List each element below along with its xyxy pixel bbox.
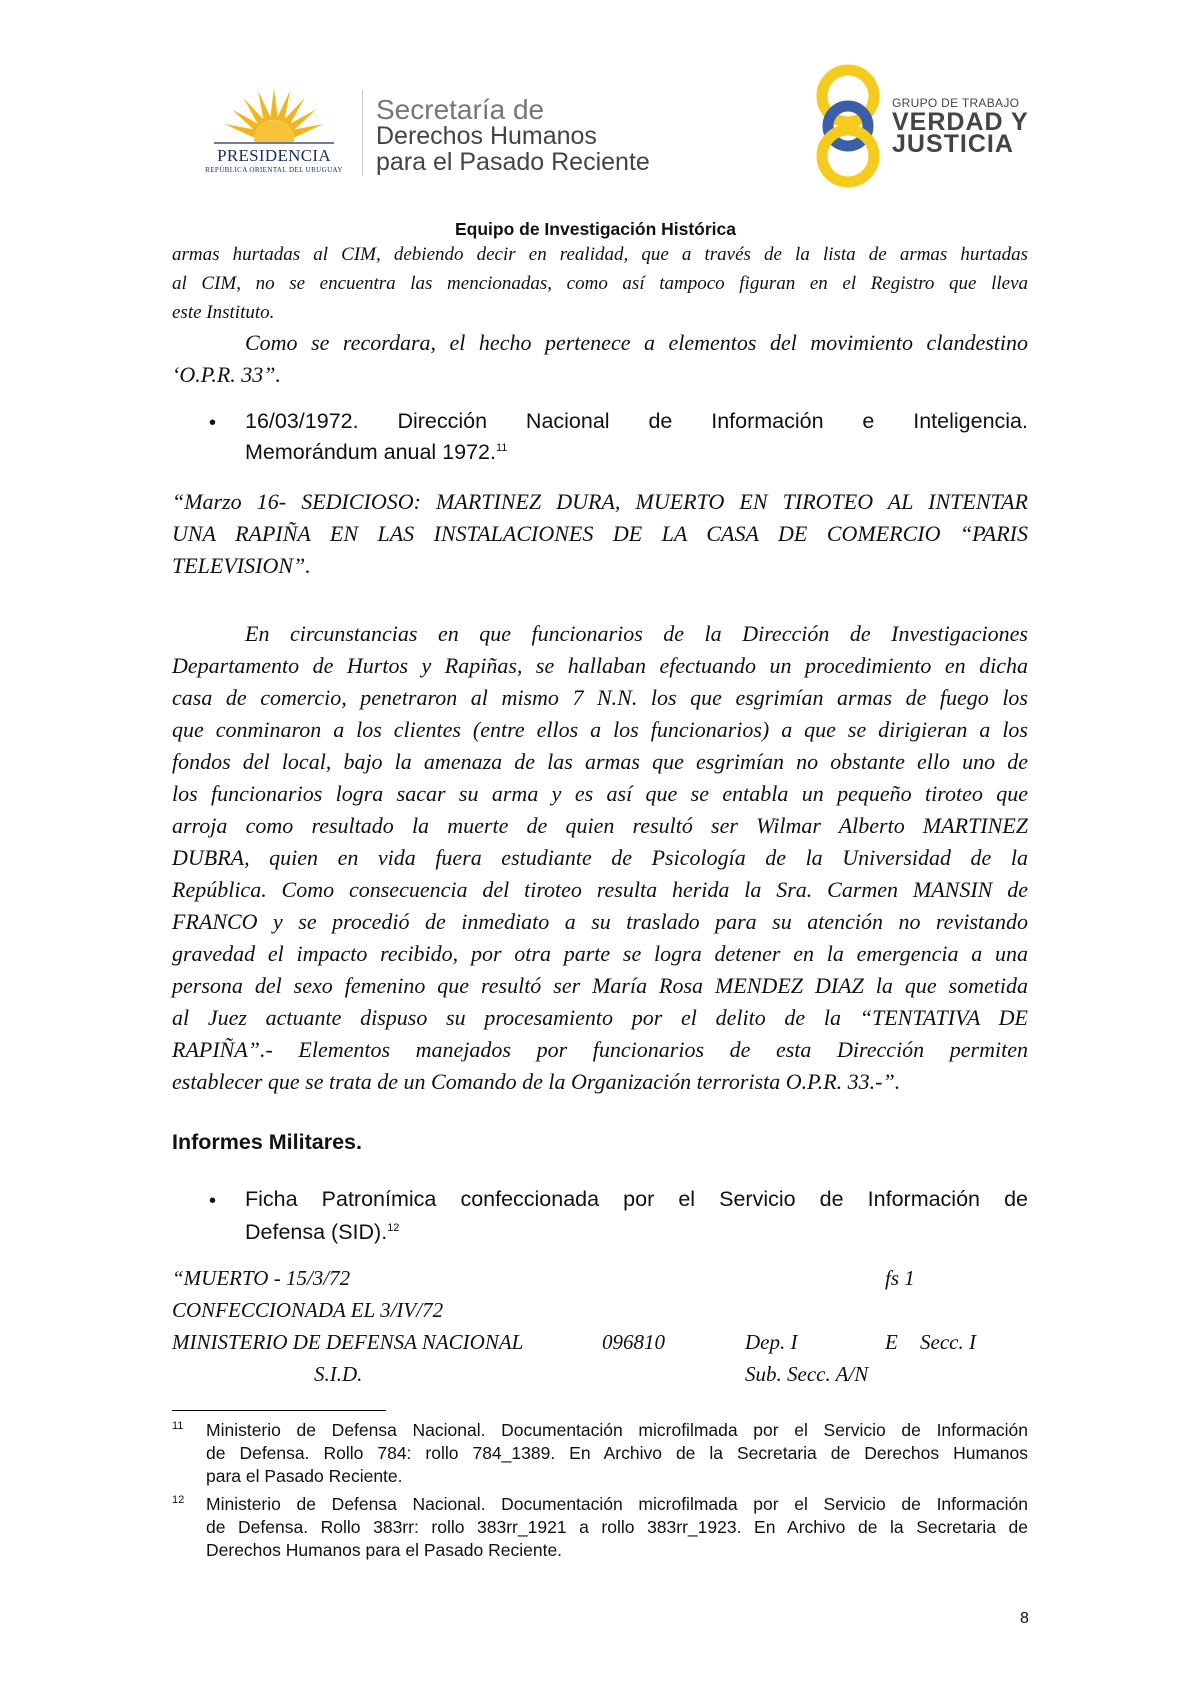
record-fs: fs 1 xyxy=(885,1266,915,1290)
bullet1-line1: 16/03/1972. Dirección Nacional de Información e Inteligencia. xyxy=(245,409,1028,433)
bullet1-line2 xyxy=(245,440,1028,465)
footnote-line: de Defensa. Rollo 784: rollo 784_1389. En Archivo de la Secretaria de Derechos Humanos xyxy=(206,1443,1028,1463)
record-confeccionada: CONFECCIONADA EL 3/IV/72 xyxy=(172,1298,444,1322)
footnote-line: Ministerio de Defensa Nacional. Documentación microfilmada por el Servicio de Información xyxy=(206,1494,1028,1514)
team-title: Equipo de Investigación Histórica xyxy=(454,219,737,239)
quote-line: casa de comercio, penetraron al mismo 7 N.N. los que esgrimían armas de fuego los xyxy=(172,685,1028,710)
gt-label-line2: VERDAD Y xyxy=(892,108,1029,136)
quote-line: Departamento de Hurtos y Rapiñas, se hallaban efectuando un procedimiento en dicha xyxy=(172,653,1028,678)
quote-line: RAPIÑA”.- Elementos manejados por funcionarios de esta Dirección permiten xyxy=(172,1037,1028,1062)
record-ministerio: MINISTERIO DE DEFENSA NACIONAL xyxy=(172,1330,524,1354)
quote-line: DUBRA, quien en vida fuera estudiante de Psicología de la Universidad de la xyxy=(172,845,1028,870)
record-e: E xyxy=(885,1330,898,1354)
page-header xyxy=(0,0,1191,210)
footnote-number: 12 xyxy=(172,1494,185,1506)
para1-line: armas hurtadas al CIM, debiendo decir en realidad, que a través de la lista de armas hurtadas xyxy=(172,244,1028,265)
bullet-marker: • xyxy=(209,412,217,434)
record-numero: 096810 xyxy=(602,1330,665,1354)
record-sid: S.I.D. xyxy=(314,1362,363,1386)
secretaria-title-line3: para el Pasado Reciente xyxy=(376,148,650,176)
bullet2-text: Defensa (SID). xyxy=(245,1220,388,1244)
quote-line: que conminaron a los clientes (entre ellos a los funcionarios) a que se dirigieran a los xyxy=(172,717,1028,742)
quote-line: establecer que se trata de un Comando de la Organización terrorista O.P.R. 33.-”. xyxy=(172,1069,901,1094)
record-muerto: “MUERTO - 15/3/72 xyxy=(172,1266,351,1290)
secretaria-title-line1: Secretaría de xyxy=(376,94,545,125)
bullet-marker: • xyxy=(209,1190,217,1212)
quote-line: En circunstancias en que funcionarios de la Dirección de Investigaciones xyxy=(245,621,1028,646)
quote-line: fondos del local, bajo la amenaza de las armas que esgrimían no obstante ello uno de xyxy=(172,749,1028,774)
record-subsecc: Sub. Secc. A/N xyxy=(745,1362,869,1386)
quote-line: los funcionarios logra sacar su arma y es así que se entabla un pequeño tiroteo que xyxy=(172,781,1028,806)
bullet2-line2 xyxy=(245,1220,1028,1245)
para2-line: ‘O.P.R. 33”. xyxy=(172,362,281,387)
footnote-line: de Defensa. Rollo 383rr: rollo 383rr_1921 a rollo 383rr_1923. En Archivo de la Secretaria de xyxy=(206,1517,1028,1537)
para1-line: este Instituto. xyxy=(172,302,275,323)
footnote-rule xyxy=(172,1410,386,1411)
record-dep: Dep. I xyxy=(745,1330,798,1354)
quote-line: República. Como consecuencia del tiroteo resulta herida la Sra. Carmen MANSIN de xyxy=(172,877,1028,902)
footnote-line: Ministerio de Defensa Nacional. Documentación microfilmada por el Servicio de Información xyxy=(206,1420,1028,1440)
page-number: 8 xyxy=(1020,1610,1029,1627)
quote-line: gravedad el impacto recibido, por otra parte se logra detener en la emergencia a una xyxy=(172,941,1028,966)
quote-line: “Marzo 16- SEDICIOSO: MARTINEZ DURA, MUERTO EN TIROTEO AL INTENTAR xyxy=(172,489,1028,514)
gt-label-line3: JUSTICIA xyxy=(892,130,1014,158)
footnote-number: 11 xyxy=(172,1420,184,1432)
quote-line: arroja como resultado la muerte de quien resultó ser Wilmar Alberto MARTINEZ xyxy=(172,813,1028,838)
quote-line: FRANCO y se procedió de inmediato a su traslado para su atención no revistando xyxy=(172,909,1028,934)
presidencia-label: PRESIDENCIA xyxy=(217,146,331,165)
footnote-line: Derechos Humanos para el Pasado Reciente. xyxy=(206,1540,563,1560)
quote-line: persona del sexo femenino que resultó ser María Rosa MENDEZ DIAZ la que sometida xyxy=(172,973,1028,998)
quote-line: TELEVISION”. xyxy=(172,553,311,578)
quote-line: UNA RAPIÑA EN LAS INSTALACIONES DE LA CASA DE COMERCIO “PARIS xyxy=(172,521,1028,546)
presidencia-sublabel: REPÚBLICA ORIENTAL DEL URUGUAY xyxy=(205,166,343,174)
footnote-ref: 12 xyxy=(387,1221,400,1234)
record-secc: Secc. I xyxy=(920,1330,976,1354)
secretaria-title-line2: Derechos Humanos xyxy=(376,122,597,150)
bullet1-text: Memorándum anual 1972. xyxy=(245,440,496,464)
gt-label-line1: GRUPO DE TRABAJO xyxy=(892,96,1020,110)
para1-line: al CIM, no se encuentra las mencionadas, como así tampoco figuran en el Registro que lleva xyxy=(172,273,1028,294)
footnote-line: para el Pasado Reciente. xyxy=(206,1466,403,1486)
section-heading: Informes Militares. xyxy=(172,1130,362,1154)
para2-line: Como se recordara, el hecho pertenece a elementos del movimiento clandestino xyxy=(245,330,1028,355)
quote-line: al Juez actuante dispuso su procesamiento por el delito de la “TENTATIVA DE xyxy=(172,1005,1028,1030)
header-divider xyxy=(362,90,363,176)
bullet2-line1: Ficha Patronímica confeccionada por el Servicio de Información de xyxy=(245,1187,1028,1211)
footnote-ref: 11 xyxy=(496,441,508,454)
